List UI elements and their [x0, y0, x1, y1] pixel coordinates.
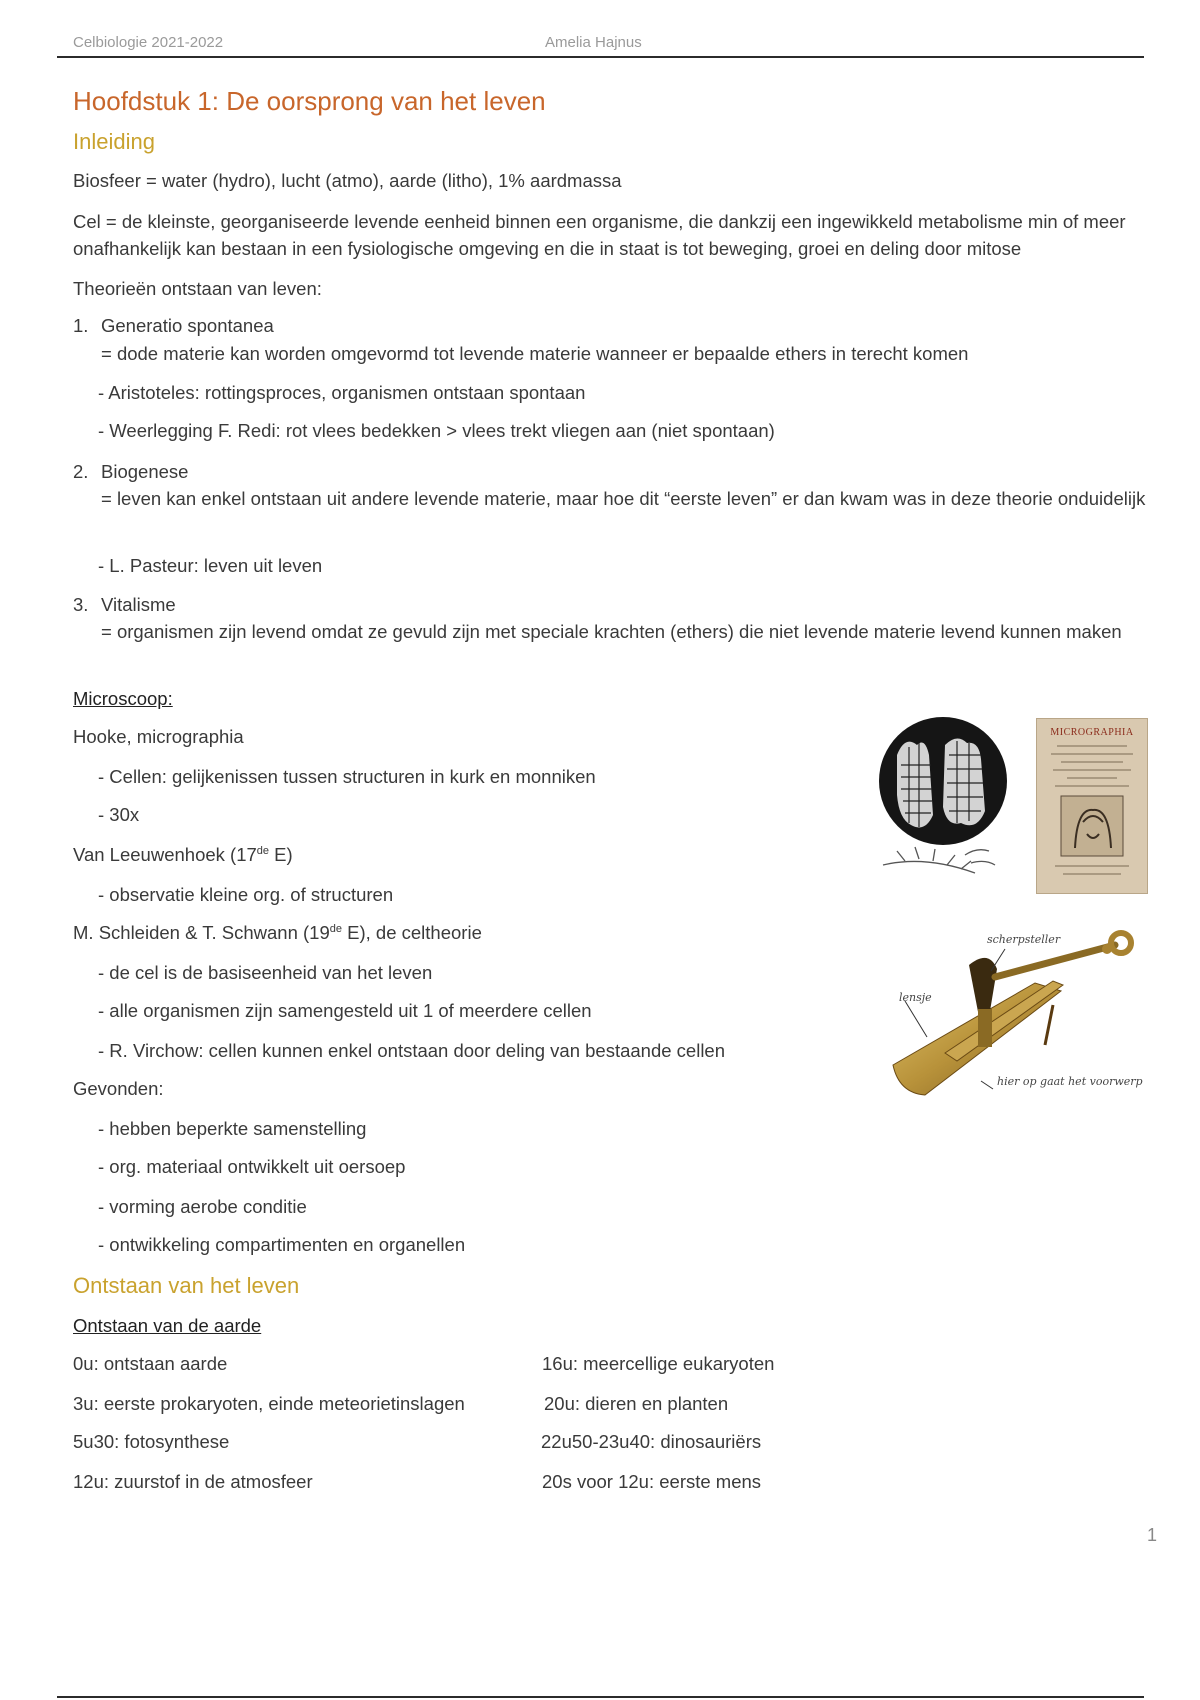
- micrographia-book-image: [1036, 718, 1148, 894]
- gevonden-point: - ontwikkeling compartimenten en organellen: [98, 1234, 466, 1255]
- leeuwenhoek-point: - observatie kleine org. of structuren: [98, 884, 394, 905]
- header-rule: [57, 56, 1144, 58]
- celtheorie-point: - de cel is de basiseenheid van het leven: [98, 962, 433, 983]
- section-heading-ontstaan: Ontstaan van het leven: [73, 1273, 300, 1298]
- gevonden-label: Gevonden:: [73, 1078, 164, 1099]
- theory-3-definition: = organismen zijn levend omdat ze gevuld zijn met speciale krachten (ethers) die niet levende materie levend kunnen maken: [101, 621, 1122, 642]
- schleiden-entry: M. Schleiden & T. Schwann (19de E), de celtheorie: [73, 922, 482, 943]
- theory-1-definition: = dode materie kan worden omgevormd tot levende materie wanneer er bepaalde ethers in terecht komen: [101, 343, 969, 364]
- header-course: Celbiologie 2021-2022: [73, 34, 224, 51]
- biosfeer-definition: Biosfeer = water (hydro), lucht (atmo), aarde (litho), 1% aardmassa: [73, 170, 622, 191]
- cel-definition: Cel = de kleinste, georganiseerde levende eenheid binnen een organisme, die dankzij een ingewikkeld metabolisme min of meer onafhankelijk kan bestaan in een fysiologische omgeving en die in staat is tot beweging, groei en deling door mitose: [73, 211, 1126, 259]
- label-voorwerp: hier op gaat het voorwerp: [997, 1075, 1143, 1088]
- theory-2-definition: = leven kan enkel ontstaan uit andere levende materie, maar hoe dit “eerste leven” er dan kwam was in deze theorie onduidelijk: [101, 488, 1146, 509]
- theory-1-number: 1.: [73, 315, 89, 336]
- gevonden-point: - vorming aerobe conditie: [98, 1196, 307, 1217]
- microscoop-heading: Microscoop:: [73, 688, 173, 709]
- timeline-right-item: 16u: meercellige eukaryoten: [542, 1353, 775, 1374]
- cork-cells-image: [875, 715, 1015, 895]
- theory-3-name: Vitalisme: [101, 594, 176, 615]
- chapter-title: Hoofdstuk 1: De oorsprong van het leven: [73, 86, 546, 116]
- section-heading-inleiding: Inleiding: [73, 129, 155, 154]
- theory-3-number: 3.: [73, 594, 89, 615]
- book-title: MICROGRAPHIA: [1050, 727, 1134, 738]
- timeline-left-item: 3u: eerste prokaryoten, einde meteorietinslagen: [73, 1393, 465, 1414]
- hooke-entry: Hooke, micrographia: [73, 726, 244, 747]
- leeuwenhoek-microscope-image: [885, 925, 1150, 1105]
- celtheorie-point: - alle organismen zijn samengesteld uit 1 of meerdere cellen: [98, 1000, 592, 1021]
- subheading-ontstaan-aarde: Ontstaan van de aarde: [73, 1315, 262, 1336]
- footer-rule: [57, 1696, 1144, 1698]
- header-author: Amelia Hajnus: [545, 34, 642, 51]
- theory-2-name: Biogenese: [101, 461, 189, 482]
- label-lensje: lensje: [899, 991, 932, 1004]
- gevonden-point: - org. materiaal ontwikkelt uit oersoep: [98, 1156, 406, 1177]
- label-scherpsteller: scherpsteller: [987, 933, 1061, 946]
- theory-1-name: Generatio spontanea: [101, 315, 274, 336]
- timeline-right-item: 22u50-23u40: dinosauriërs: [541, 1431, 762, 1452]
- theory-1-point: - Weerlegging F. Redi: rot vlees bedekken > vlees trekt vliegen aan (niet spontaan): [98, 420, 775, 441]
- celtheorie-point: - R. Virchow: cellen kunnen enkel ontstaan door deling van bestaande cellen: [98, 1040, 726, 1061]
- leeuwenhoek-entry: Van Leeuwenhoek (17de E): [73, 844, 293, 865]
- hooke-point: - Cellen: gelijkenissen tussen structuren in kurk en monniken: [98, 766, 596, 787]
- theory-2-point: - L. Pasteur: leven uit leven: [98, 555, 323, 576]
- page-number: 1: [1146, 1525, 1157, 1545]
- timeline-left-item: 0u: ontstaan aarde: [73, 1353, 228, 1374]
- hooke-point: - 30x: [98, 804, 140, 825]
- gevonden-point: - hebben beperkte samenstelling: [98, 1118, 367, 1139]
- theorieen-intro: Theorieën ontstaan van leven:: [73, 278, 322, 299]
- theory-1-point: - Aristoteles: rottingsproces, organismen ontstaan spontaan: [98, 382, 586, 403]
- timeline-left-item: 5u30: fotosynthese: [73, 1431, 230, 1452]
- timeline-right-item: 20u: dieren en planten: [544, 1393, 729, 1414]
- timeline-right-item: 20s voor 12u: eerste mens: [542, 1471, 762, 1492]
- book-engraving-icon: [1037, 738, 1147, 888]
- timeline-left-item: 12u: zuurstof in de atmosfeer: [73, 1471, 313, 1492]
- theory-2-number: 2.: [73, 461, 89, 482]
